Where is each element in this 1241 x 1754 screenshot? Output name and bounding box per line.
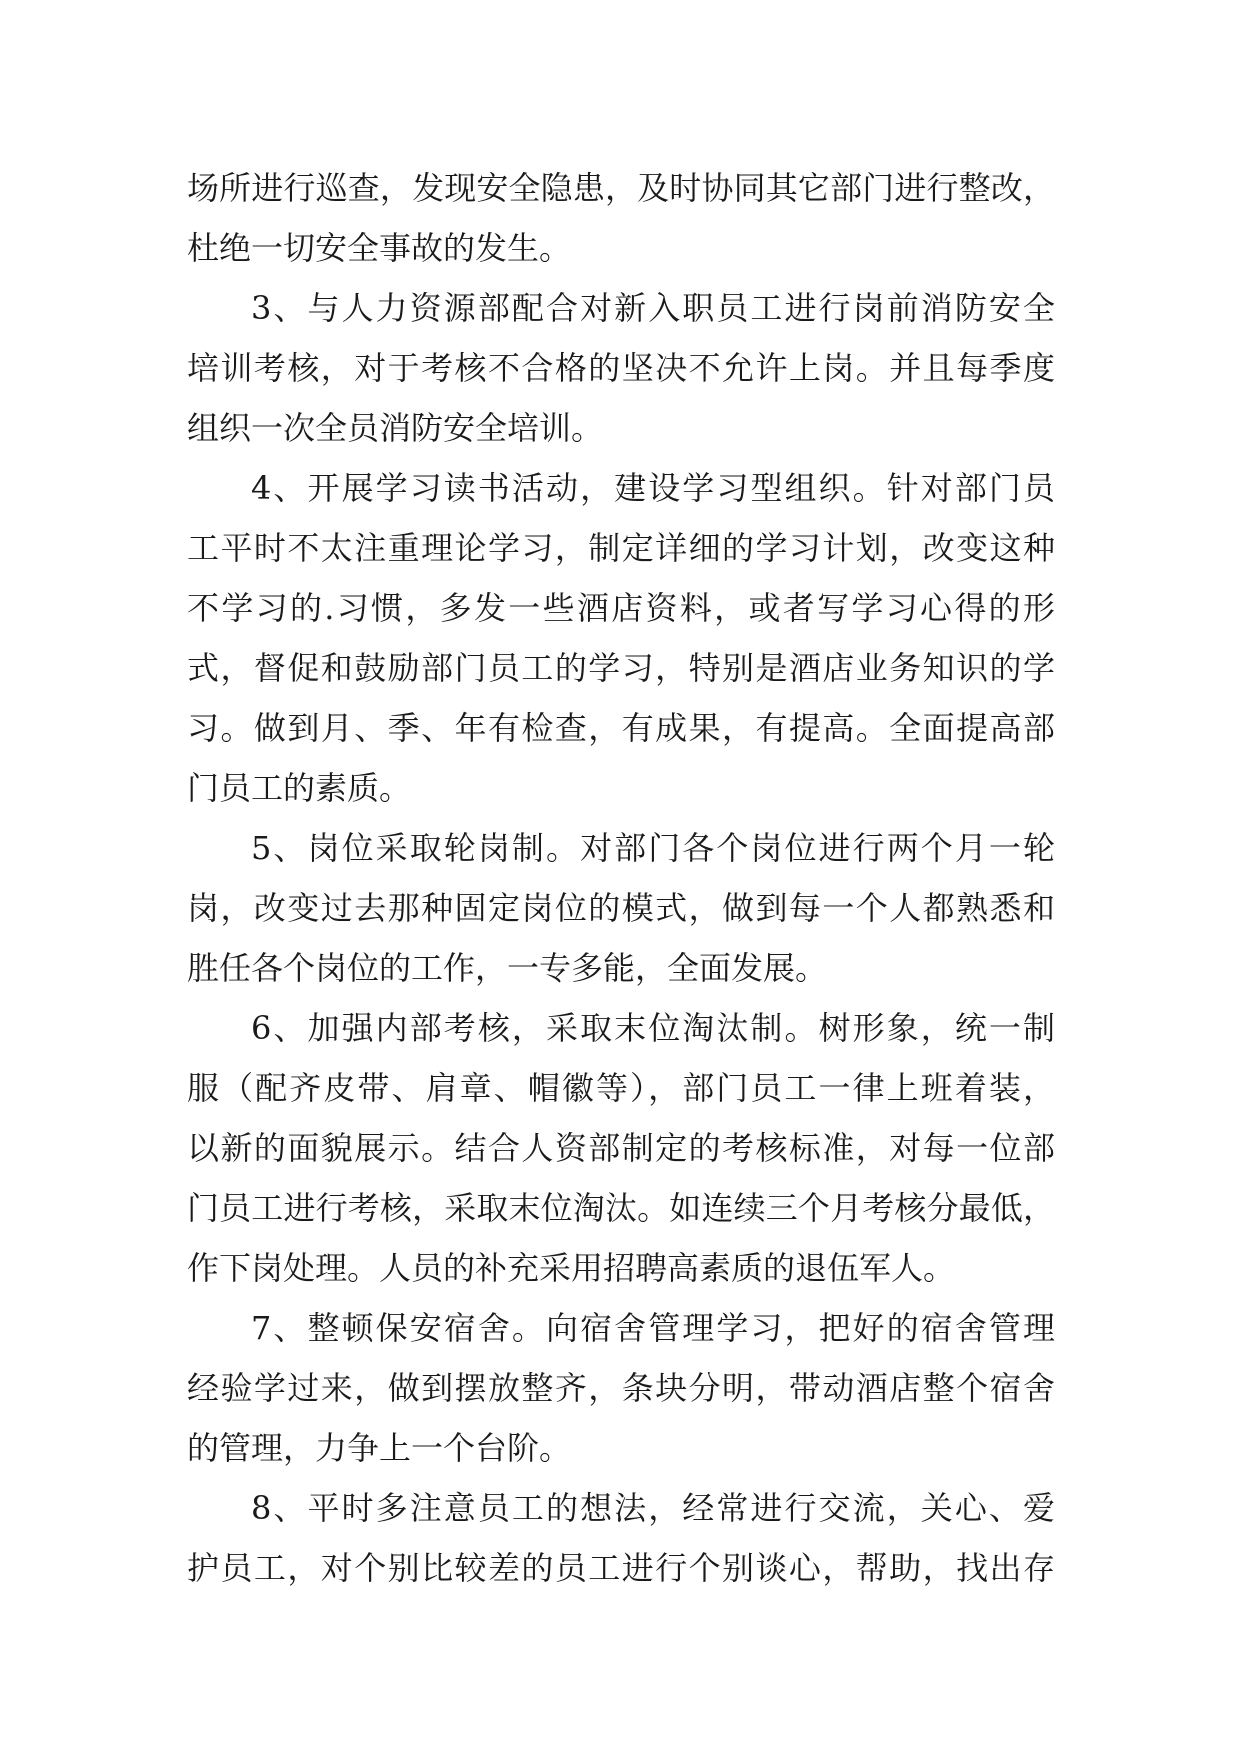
text-line: 不学习的.习惯，多发一些酒店资料，或者写学习心得的形 [187, 589, 1055, 627]
text-line: 护员工，对个别比较差的员工进行个别谈心，帮助，找出存 [187, 1549, 1055, 1587]
text-line: 服（配齐皮带、肩章、帽徽等），部门员工一律上班着装， [187, 1069, 1055, 1107]
text-line: 式，督促和鼓励部门员工的学习，特别是酒店业务知识的学 [187, 649, 1055, 687]
text-line: 经验学过来，做到摆放整齐，条块分明，带动酒店整个宿舍 [187, 1369, 1055, 1407]
text-line: 杜绝一切安全事故的发生。 [187, 229, 572, 267]
text-line: 培训考核，对于考核不合格的坚决不允许上岗。并且每季度 [187, 349, 1055, 387]
paragraph-first-line: 6、加强内部考核，采取末位淘汰制。树形象，统一制 [251, 1009, 1055, 1047]
text-line: 岗，改变过去那种固定岗位的模式，做到每一个人都熟悉和 [187, 889, 1055, 927]
paragraph-first-line: 4、开展学习读书活动，建设学习型组织。针对部门员 [251, 469, 1055, 507]
text-line: 胜任各个岗位的工作，一专多能，全面发展。 [187, 949, 828, 987]
text-line: 场所进行巡查，发现安全隐患，及时协同其它部门进行整改， [187, 169, 1055, 207]
paragraph-first-line: 7、整顿保安宿舍。向宿舍管理学习，把好的宿舍管理 [251, 1309, 1055, 1347]
text-line: 作下岗处理。人员的补充采用招聘高素质的退伍军人。 [187, 1249, 956, 1287]
text-line: 以新的面貌展示。结合人资部制定的考核标准，对每一位部 [187, 1129, 1055, 1167]
paragraph-first-line: 8、平时多注意员工的想法，经常进行交流，关心、爱 [251, 1489, 1055, 1527]
text-line: 组织一次全员消防安全培训。 [187, 409, 604, 447]
paragraph-first-line: 5、岗位采取轮岗制。对部门各个岗位进行两个月一轮 [251, 829, 1055, 867]
text-line: 习。做到月、季、年有检查，有成果，有提高。全面提高部 [187, 709, 1055, 747]
text-line: 工平时不太注重理论学习，制定详细的学习计划，改变这种 [187, 529, 1055, 567]
text-line: 门员工进行考核，采取末位淘汰。如连续三个月考核分最低， [187, 1189, 1055, 1227]
text-line: 门员工的素质。 [187, 769, 412, 807]
text-line: 的管理，力争上一个台阶。 [187, 1429, 572, 1467]
paragraph-first-line: 3、与人力资源部配合对新入职员工进行岗前消防安全 [251, 289, 1055, 327]
